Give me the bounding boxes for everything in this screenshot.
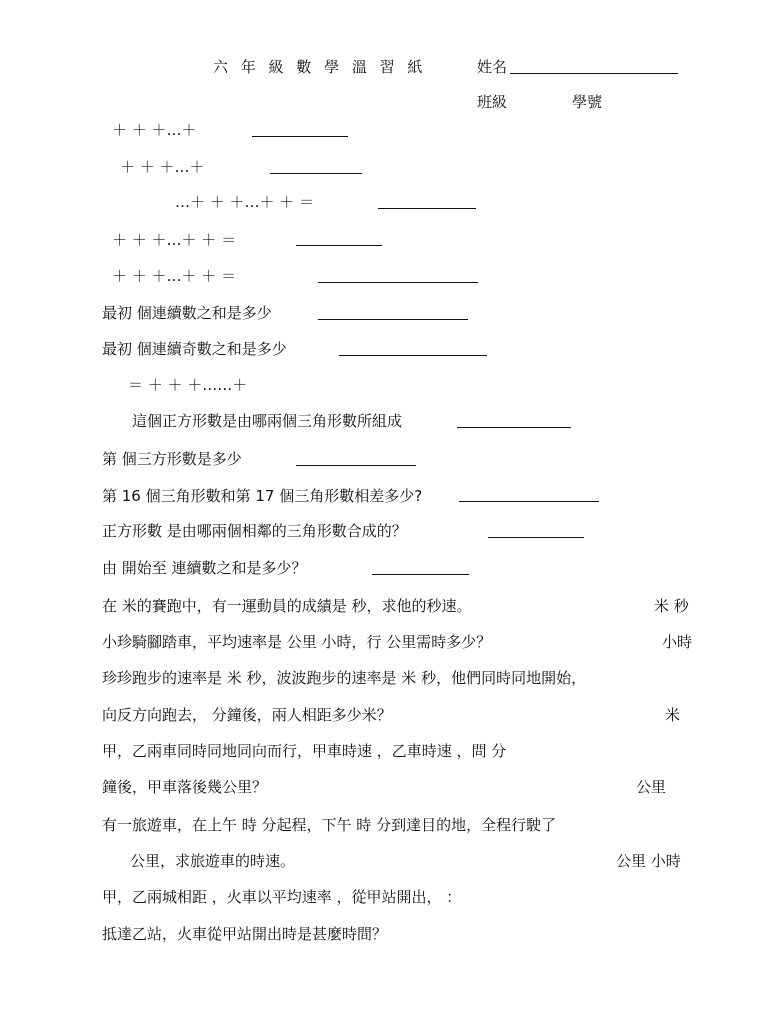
answer-blank[interactable] bbox=[457, 427, 571, 428]
answer-unit: 小時 bbox=[662, 633, 693, 651]
answer-blank[interactable] bbox=[459, 501, 599, 502]
answer-blank[interactable] bbox=[318, 319, 468, 320]
question-line: 小珍騎腳踏車，平均速率是 公里 小時，行 公里需時多少？ bbox=[102, 633, 492, 651]
question-line: ＋ ＋ ＋…＋ ＋ ＝ bbox=[112, 267, 237, 285]
question-line: 最初 個連續數之和是多少 bbox=[102, 304, 272, 322]
question-line: 珍珍跑步的速率是 米 秒，波波跑步的速率是 米 秒，他們同時同地開始， bbox=[102, 669, 587, 687]
question-line: 鐘後，甲車落後幾公里？ bbox=[102, 778, 268, 796]
answer-unit: 公里 bbox=[636, 778, 667, 796]
question-line: ＋ ＋ ＋…＋ ＋ ＝ bbox=[112, 231, 237, 249]
answer-blank[interactable] bbox=[488, 537, 584, 538]
answer-blank[interactable] bbox=[252, 136, 348, 137]
question-line: 正方形數 是由哪兩個相鄰的三角形數合成的？ bbox=[102, 522, 407, 540]
question-line: 有一旅遊車，在上午 時 分起程，下午 時 分到達目的地，全程行駛了 bbox=[102, 816, 557, 834]
question-line: ＝ ＋ ＋ ＋……＋ bbox=[128, 376, 248, 394]
question-line: 在 米的賽跑中，有一運動員的成績是 秒，求他的秒速。 bbox=[102, 597, 472, 615]
question-line: ＋ ＋ ＋…＋ bbox=[120, 158, 205, 176]
question-line: …＋ ＋ ＋…＋ ＋ ＝ bbox=[175, 193, 315, 211]
answer-blank[interactable] bbox=[372, 574, 469, 575]
class-label: 班級 bbox=[477, 93, 508, 111]
name-label: 姓名 bbox=[477, 58, 508, 76]
answer-unit: 米 bbox=[665, 706, 681, 724]
question-line: 第 個三方形數是多少 bbox=[102, 450, 242, 468]
question-line: 由 開始至 連續數之和是多少？ bbox=[102, 559, 307, 577]
answer-blank[interactable] bbox=[270, 173, 362, 174]
answer-blank[interactable] bbox=[296, 245, 382, 246]
question-line: 甲，乙兩城相距 ，火車以平均速率 ，從甲站開出， ： bbox=[102, 888, 462, 906]
question-line: ＋ ＋ ＋…＋ bbox=[112, 121, 197, 139]
student-number-label: 學號 bbox=[572, 93, 603, 111]
name-answer-blank[interactable] bbox=[510, 73, 678, 74]
question-line: 抵達乙站，火車從甲站開出時是甚麼時間？ bbox=[102, 925, 388, 943]
answer-blank[interactable] bbox=[339, 355, 487, 356]
answer-blank[interactable] bbox=[318, 282, 478, 283]
question-line: 甲，乙兩車同時同地同向而行，甲車時速 ，乙車時速 ，問 分 bbox=[102, 742, 507, 760]
question-line: 第 16 個三角形數和第 17 個三角形數相差多少? bbox=[102, 487, 423, 505]
answer-unit: 米 秒 bbox=[654, 597, 689, 615]
answer-unit: 公里 小時 bbox=[616, 852, 681, 870]
question-line: 最初 個連續奇數之和是多少 bbox=[102, 340, 287, 358]
question-line: 向反方向跑去， 分鐘後，兩人相距多少米？ bbox=[102, 706, 392, 724]
page-title: 六 年 級 數 學 溫 習 紙 bbox=[213, 58, 427, 76]
question-line: 公里，求旅遊車的時速。 bbox=[130, 852, 296, 870]
question-line: 這個正方形數是由哪兩個三角形數所組成 bbox=[132, 412, 403, 430]
answer-blank[interactable] bbox=[296, 465, 416, 466]
answer-blank[interactable] bbox=[378, 208, 476, 209]
